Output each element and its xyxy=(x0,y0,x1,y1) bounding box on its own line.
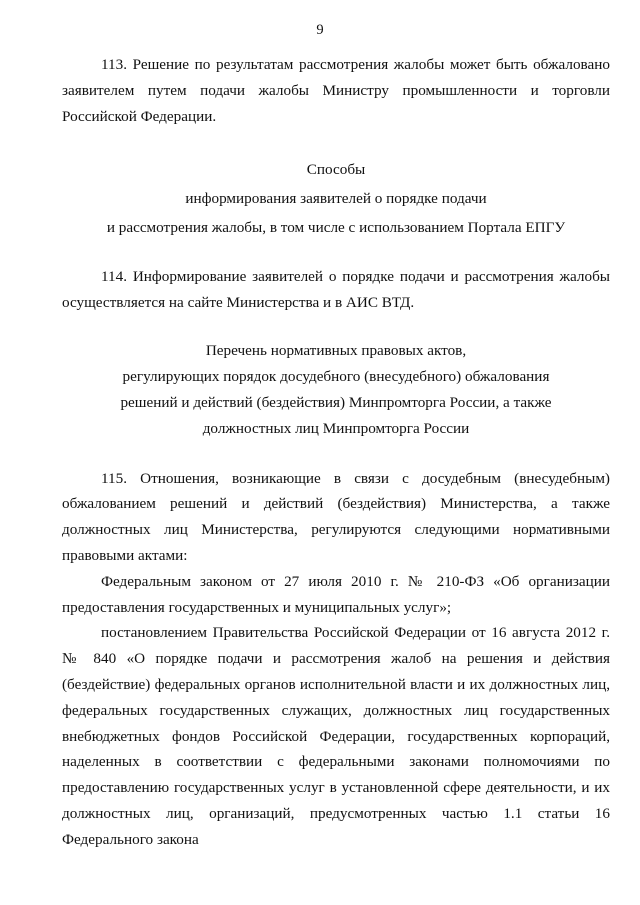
paragraph-114: 114. Информирование заявителей о порядке подачи и рассмотрения жалобы осуществляется на сайте Министерства и в АИС ВТД. xyxy=(62,267,610,311)
section-heading-legal-acts xyxy=(62,338,610,441)
paragraph-115: 115. Отношения, возникающие в связи с досудебным (внесудебным) обжалованием решений и действий (бездействия) Министерства, а также должностных лиц Министерства, регулируются следующими нормативными правовыми актами: xyxy=(62,469,610,564)
section-heading-complaint-info xyxy=(62,157,610,240)
heading-line: информирования заявителей о порядке подачи xyxy=(185,190,487,208)
heading-line: Способы xyxy=(306,161,366,179)
heading-line: регулирующих порядок досудебного (внесудебного) обжалования xyxy=(122,368,550,386)
heading-line: Перечень нормативных правовых актов, xyxy=(205,342,467,360)
document-body xyxy=(62,52,610,853)
legal-act-government-resolution: постановлением Правительства Российской Федерации от 16 августа 2012 г. № 840 «О порядке подачи и рассмотрения жалоб на решения и действия (бездействие) федеральных органов исполнительной власти и их должностных лиц, федеральных государственных служащих, должностных лиц государственных внебюджетных фондов Российской Федерации, государственных корпораций, наделенных в соответствии с федеральными законами полномочиями по предоставлению государственных услуг в установленной сфере деятельности, и их должностных лиц, организаций, предусмотренных частью 1.1 статьи 16 Федерального закона xyxy=(62,624,610,848)
paragraph-113: 113. Решение по результатам рассмотрения жалобы может быть обжаловано заявителем путем подачи жалобы Министру промышленности и торговли Российской Федерации. xyxy=(62,56,610,125)
heading-line: должностных лиц Минпромторга России xyxy=(202,419,470,437)
page-number: 9 xyxy=(316,22,324,38)
legal-act-federal-law: Федеральным законом от 27 июля 2010 г. № 210-ФЗ «Об организации предоставления государственных и муниципальных услуг»; xyxy=(62,572,610,616)
heading-line: решений и действий (бездействия) Минпромторга России, а также xyxy=(120,393,552,411)
heading-line: и рассмотрения жалобы, в том числе с использованием Портала ЕПГУ xyxy=(106,218,566,236)
